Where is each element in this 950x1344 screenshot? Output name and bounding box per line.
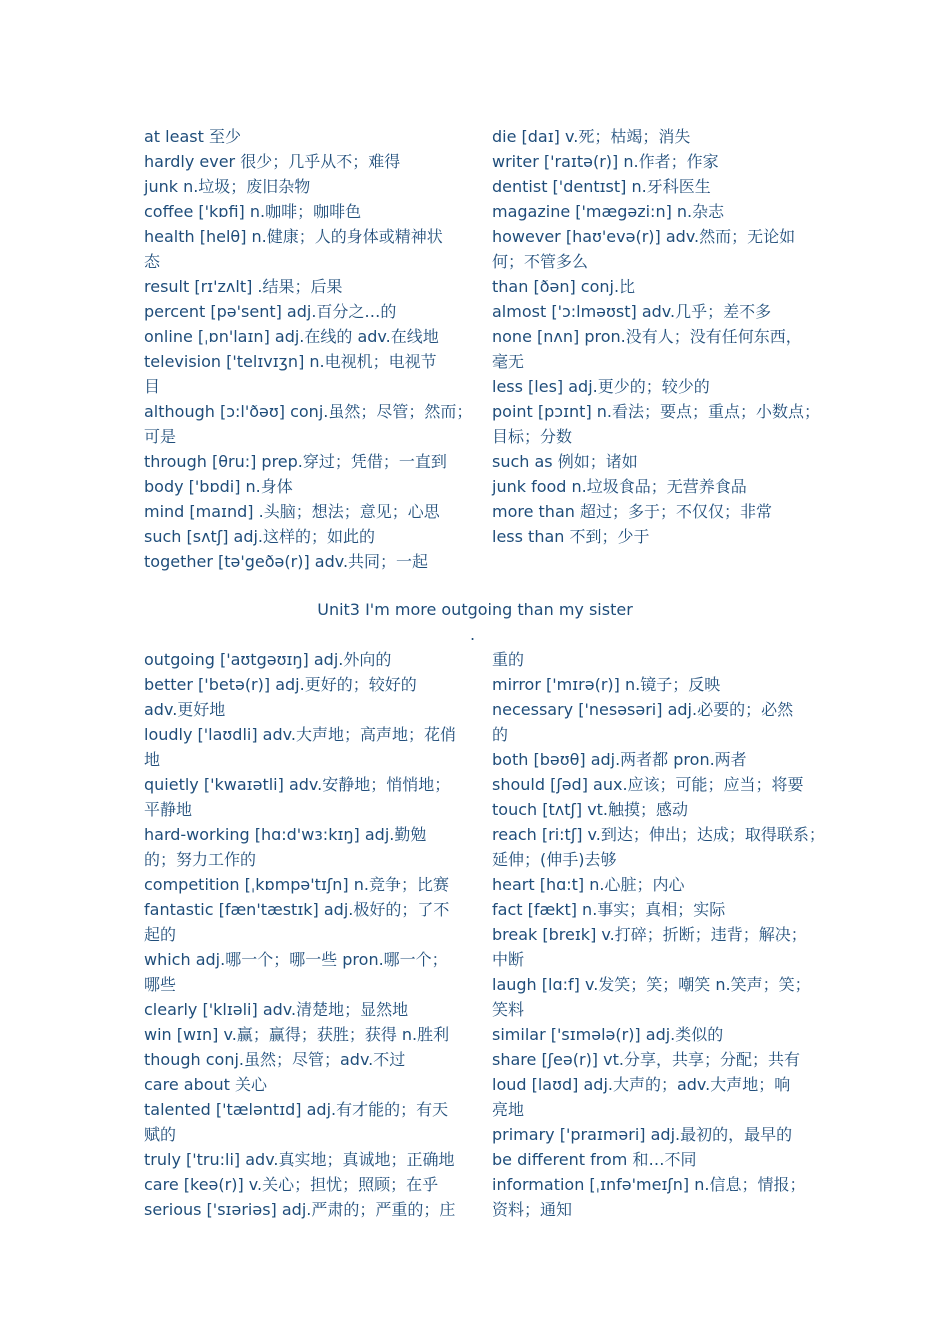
- vocab-line: break [breɪk] v.打碎；折断；违背；解决；: [492, 925, 807, 944]
- vocab-line: care [keə(r)] v.关心；担忧；照顾；在乎: [144, 1175, 439, 1194]
- vocab-line: 何；不管多么: [492, 252, 589, 271]
- vocab-line: although [ɔ:l'ðəʊ] conj.虽然；尽管；然而；: [144, 402, 473, 421]
- unit-title: Unit3 I'm more outgoing than my sister: [317, 600, 633, 619]
- vocab-line: 亮地: [492, 1100, 525, 1119]
- vocab-line: adv.更好地: [144, 700, 226, 719]
- vocab-line: better ['betə(r)] adj.更好的；较好的: [144, 675, 417, 694]
- vocab-line: outgoing ['aʊtgəʊɪŋ] adj.外向的: [144, 650, 392, 669]
- vocab-line: magazine ['mægəzi:n] n.杂志: [492, 202, 725, 221]
- vocab-line: similar ['sɪmələ(r)] adj.类似的: [492, 1025, 724, 1044]
- vocab-line: percent [pə'sent] adj.百分之…的: [144, 302, 397, 321]
- vocab-line: point [pɔɪnt] n.看法；要点；重点；小数点；: [492, 402, 820, 421]
- vocab-line: 地: [144, 750, 161, 769]
- vocab-line: 态: [144, 252, 161, 271]
- vocab-line: win [wɪn] v.赢；赢得；获胜；获得 n.胜利: [144, 1025, 450, 1044]
- vocab-line: loud [laʊd] adj.大声的；adv.大声地；响: [492, 1075, 791, 1094]
- vocab-column-a-right: [492, 124, 818, 549]
- vocab-line: online [ˌɒn'laɪn] adj.在线的 adv.在线地: [144, 327, 439, 346]
- vocab-line: 赋的: [144, 1125, 177, 1144]
- vocab-line: 目标；分数: [492, 427, 573, 446]
- vocab-line: 的: [492, 725, 509, 744]
- vocab-line: talented ['tæləntɪd] adj.有才能的；有天: [144, 1100, 449, 1119]
- vocab-line: should [ʃəd] aux.应该；可能；应当；将要: [492, 775, 804, 794]
- vocab-line: fantastic [fæn'tæstɪk] adj.极好的；了不: [144, 900, 450, 919]
- vocab-line: competition [ˌkɒmpə'tɪʃn] n.竞争；比赛: [144, 875, 449, 894]
- vocab-line: 哪些: [144, 975, 177, 994]
- vocab-line: 平静地: [144, 800, 193, 819]
- vocab-line: be different from 和…不同: [492, 1150, 697, 1169]
- vocab-line: dentist ['dentɪst] n.牙科医生: [492, 177, 711, 196]
- vocab-line: such as 例如；诸如: [492, 452, 638, 471]
- vocab-column-a-left: [144, 124, 473, 574]
- vocab-line: fact [fækt] n.事实；真相；实际: [492, 900, 726, 919]
- vocab-line: result [rɪ'zʌlt] .结果；后果: [144, 277, 343, 296]
- vocab-line: die [daɪ] v.死；枯竭；消失: [492, 127, 691, 146]
- vocab-line: 笑料: [492, 1000, 525, 1019]
- vocab-line: less [les] adj.更少的；较少的: [492, 377, 710, 396]
- vocab-column-b-left: [144, 647, 470, 1222]
- vocab-line: together [tə'geðə(r)] adv.共同；一起: [144, 552, 429, 571]
- vocab-line: at least 至少: [144, 127, 241, 146]
- vocab-line: health [helθ] n.健康；人的身体或精神状: [144, 227, 443, 246]
- vocab-line: heart [hɑ:t] n.心脏；内心: [492, 875, 685, 894]
- vocab-line: none [nʌn] pron.没有人；没有任何东西，: [492, 327, 802, 346]
- vocab-line: 目: [144, 377, 161, 396]
- vocab-line: more than 超过；多于；不仅仅；非常: [492, 502, 772, 521]
- vocab-line: information [ˌɪnfə'meɪʃn] n.信息；情报；: [492, 1175, 806, 1194]
- vocab-line: however [haʊ'evə(r)] adv.然而；无论如: [492, 227, 796, 246]
- vocab-line: laugh [lɑ:f] v.发笑；笑；嘲笑 n.笑声；笑；: [492, 975, 811, 994]
- vocab-line: loudly ['laʊdli] adv.大声地；高声地；花俏: [144, 725, 456, 744]
- vocab-line: mirror ['mɪrə(r)] n.镜子；反映: [492, 675, 721, 694]
- vocab-line: care about 关心: [144, 1075, 268, 1094]
- vocab-line: both [bəʊθ] adj.两者都 pron.两者: [492, 750, 747, 769]
- vocab-line: television ['telɪvɪʒn] n.电视机；电视节: [144, 352, 437, 371]
- vocab-line: necessary ['nesəsəri] adj.必要的；必然: [492, 700, 794, 719]
- vocab-line: 重的: [492, 650, 525, 669]
- vocab-line: than [ðən] conj.比: [492, 277, 636, 296]
- vocab-line: 的；努力工作的: [144, 850, 257, 869]
- vocab-line: truly ['tru:li] adv.真实地；真诚地；正确地: [144, 1150, 455, 1169]
- vocab-line: clearly ['klɪəli] adv.清楚地；显然地: [144, 1000, 409, 1019]
- vocab-line: writer ['raɪtə(r)] n.作者；作家: [492, 152, 719, 171]
- vocab-line: touch [tʌtʃ] vt.触摸；感动: [492, 800, 689, 819]
- vocab-line: 中断: [492, 950, 525, 969]
- vocab-line: 资料；通知: [492, 1200, 573, 1219]
- vocab-line: hard-working [hɑ:d'wɜ:kɪŋ] adj.勤勉: [144, 825, 427, 844]
- vocab-line: body ['bɒdi] n.身体: [144, 477, 293, 496]
- vocab-line: reach [ri:tʃ] v.到达；伸出；达成；取得联系；: [492, 825, 825, 844]
- vocab-column-b-right: [492, 647, 825, 1222]
- vocab-line: such [sʌtʃ] adj.这样的；如此的: [144, 527, 376, 546]
- vocab-line: primary ['praɪməri] adj.最初的，最早的: [492, 1125, 793, 1144]
- vocab-line: through [θru:] prep.穿过；凭借；一直到: [144, 452, 447, 471]
- unit-title-dot: .: [470, 625, 476, 644]
- vocab-line: 毫无: [492, 352, 525, 371]
- vocab-line: serious ['sɪəriəs] adj.严肃的；严重的；庄: [144, 1200, 456, 1219]
- vocab-line: junk food n.垃圾食品；无营养食品: [492, 477, 747, 496]
- vocab-line: which adj.哪一个；哪一些 pron.哪一个；: [144, 950, 448, 969]
- vocab-line: coffee ['kɒfi] n.咖啡；咖啡色: [144, 202, 362, 221]
- vocab-line: though conj.虽然；尽管；adv.不过: [144, 1050, 406, 1069]
- vocab-line: 可是: [144, 427, 177, 446]
- vocab-line: almost ['ɔ:lməʊst] adv.几乎；差不多: [492, 302, 772, 321]
- vocab-line: mind [maɪnd] .头脑；想法；意见；心思: [144, 502, 440, 521]
- vocab-line: 起的: [144, 925, 177, 944]
- vocab-line: junk n.垃圾；废旧杂物: [144, 177, 311, 196]
- vocab-line: less than 不到；少于: [492, 527, 650, 546]
- vocab-line: 延伸；(伸手)去够: [492, 850, 617, 869]
- vocab-line: share [ʃeə(r)] vt.分享，共享；分配；共有: [492, 1050, 800, 1069]
- vocab-line: hardly ever 很少；几乎从不；难得: [144, 152, 401, 171]
- vocab-line: quietly ['kwaɪətli] adv.安静地；悄悄地；: [144, 775, 451, 794]
